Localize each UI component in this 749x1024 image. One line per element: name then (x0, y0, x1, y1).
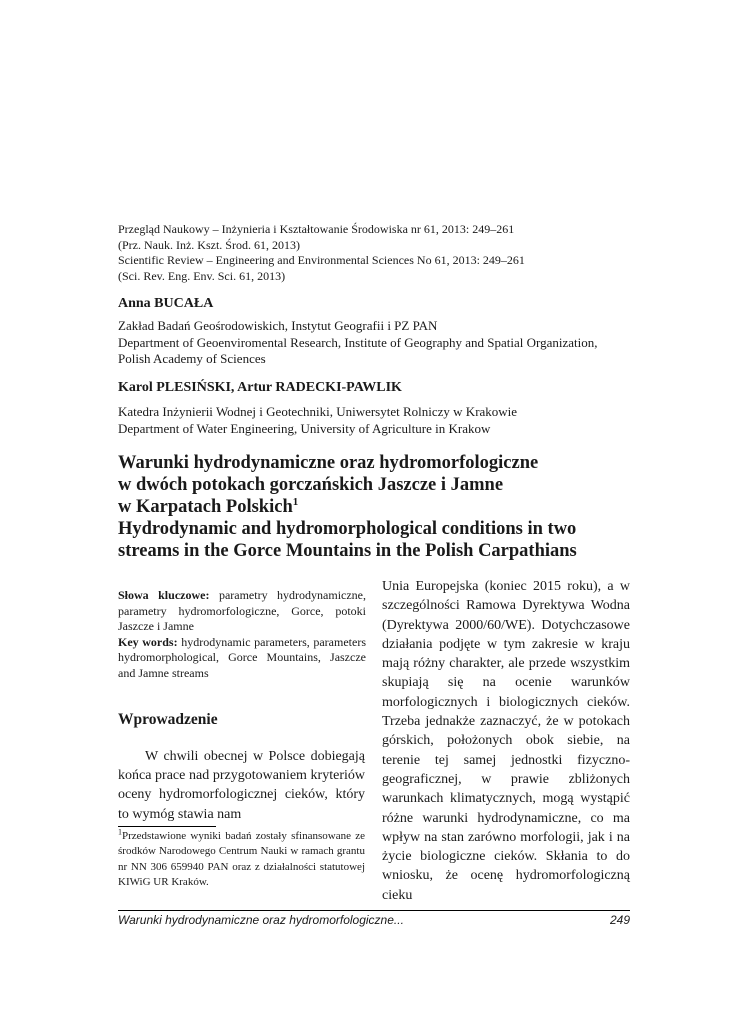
footnote-mark: 1 (118, 827, 122, 837)
keywords-pl-label: Słowa kluczowe: (118, 588, 210, 602)
keywords-pl-text: parametry hydrodynamiczne, parametry hydromorfologiczne, Gorce, potoki Jaszcze i Jamne (118, 588, 367, 633)
section-heading: Wprowadzenie (118, 711, 218, 728)
title-pl-line: w dwóch potokach gorczańskich Jaszcze i Jamne (118, 475, 504, 495)
paper-title (118, 452, 658, 562)
affiliation-line: Polish Academy of Sciences (118, 351, 266, 366)
affiliation-line: Zakład Badań Geośrodowiskich, Instytut Geografii i PZ PAN (118, 318, 438, 333)
author-name: Karol PLESIŃSKI, Artur RADECKI-PAWLIK (118, 380, 402, 395)
keywords-en (118, 635, 366, 682)
title-pl-line: w Karpatach Polskich (118, 497, 293, 517)
title-pl-line: Warunki hydrodynamiczne oraz hydromorfologiczne (118, 453, 539, 473)
footnote-text: Przedstawione wyniki badań zostały sfinansowane ze środków Narodowego Centrum Nauki w ramach grantu nr NN 306 659940 PAN oraz z działalności statutowej KIWiG UR Kraków. (118, 830, 365, 889)
body-column-right: Unia Europejska (koniec 2015 roku), a w szczególności Ramowa Dyrektywa Wodna (Dyrektywa 2000/60/WE). Dotychczasowe działania podjęte w tym zakresie w kraju mają różny charakter, ale przede wszystkim skupiają się na ocenie warunków morfologicznych i biologicznych cieków. Trzeba jednakże zaznaczyć, że w potokach górskich, położonych obok siebie, na terenie tej samej jednostki fizyczno-geograficznej, w prawie zbliżonych warunkach klimatycznych, mogą wystąpić różne warunki hydrodynamiczne, co ma wpływ na stan zarówno morfologii, jak i na życie biologiczne cieków. Skłania to do wniosku, że ocenę hydromorfologiczną cieku (382, 579, 630, 903)
title-en-line: Hydrodynamic and hydromorphological conditions in two (118, 519, 577, 539)
keywords-pl (118, 588, 366, 635)
journal-line: Scientific Review – Engineering and Environmental Sciences No 61, 2013: 249–261 (118, 253, 525, 267)
keywords-en-label: Key words: (118, 634, 178, 649)
keywords-en-text: hydrodynamic parameters, parameters hydromorphological, Gorce Mountains, Jaszcze and Jamne streams (118, 634, 366, 680)
footnote-ref[interactable]: 1 (292, 495, 299, 508)
journal-line: Przegląd Naukowy – Inżynieria i Kształtowanie Środowiska nr 61, 2013: 249–261 (118, 222, 515, 236)
journal-line: (Sci. Rev. Eng. Env. Sci. 61, 2013) (118, 268, 286, 283)
author-affiliation (118, 404, 517, 437)
journal-line: (Prz. Nauk. Inż. Kszt. Środ. 61, 2013) (118, 237, 300, 252)
author-name: Anna BUCAŁA (118, 296, 214, 311)
affiliation-line: Department of Water Engineering, University of Agriculture in Krakow (118, 420, 491, 436)
affiliation-line: Katedra Inżynierii Wodnej i Geotechniki, Uniwersytet Rolniczy w Krakowie (118, 404, 518, 419)
author-affiliation (118, 318, 598, 368)
intro-paragraph: W chwili obecnej w Polsce dobiegają końca prace nad przygotowaniem kryteriów oceny hydromorfologicznej cieków, który to wymóg stawia nam (118, 749, 365, 822)
running-title: Warunki hydrodynamiczne oraz hydromorfologiczne... (118, 913, 404, 927)
affiliation-line: Department of Geoenviromental Research, Institute of Geography and Spatial Organization, (118, 334, 598, 350)
footer-divider (118, 910, 630, 911)
journal-header (118, 222, 525, 284)
keywords-block (118, 588, 366, 681)
footnote-divider (118, 826, 216, 827)
page-number: 249 (609, 913, 630, 927)
footnote (118, 829, 365, 891)
title-en-line: streams in the Gorce Mountains in the Polish Carpathians (118, 541, 577, 561)
